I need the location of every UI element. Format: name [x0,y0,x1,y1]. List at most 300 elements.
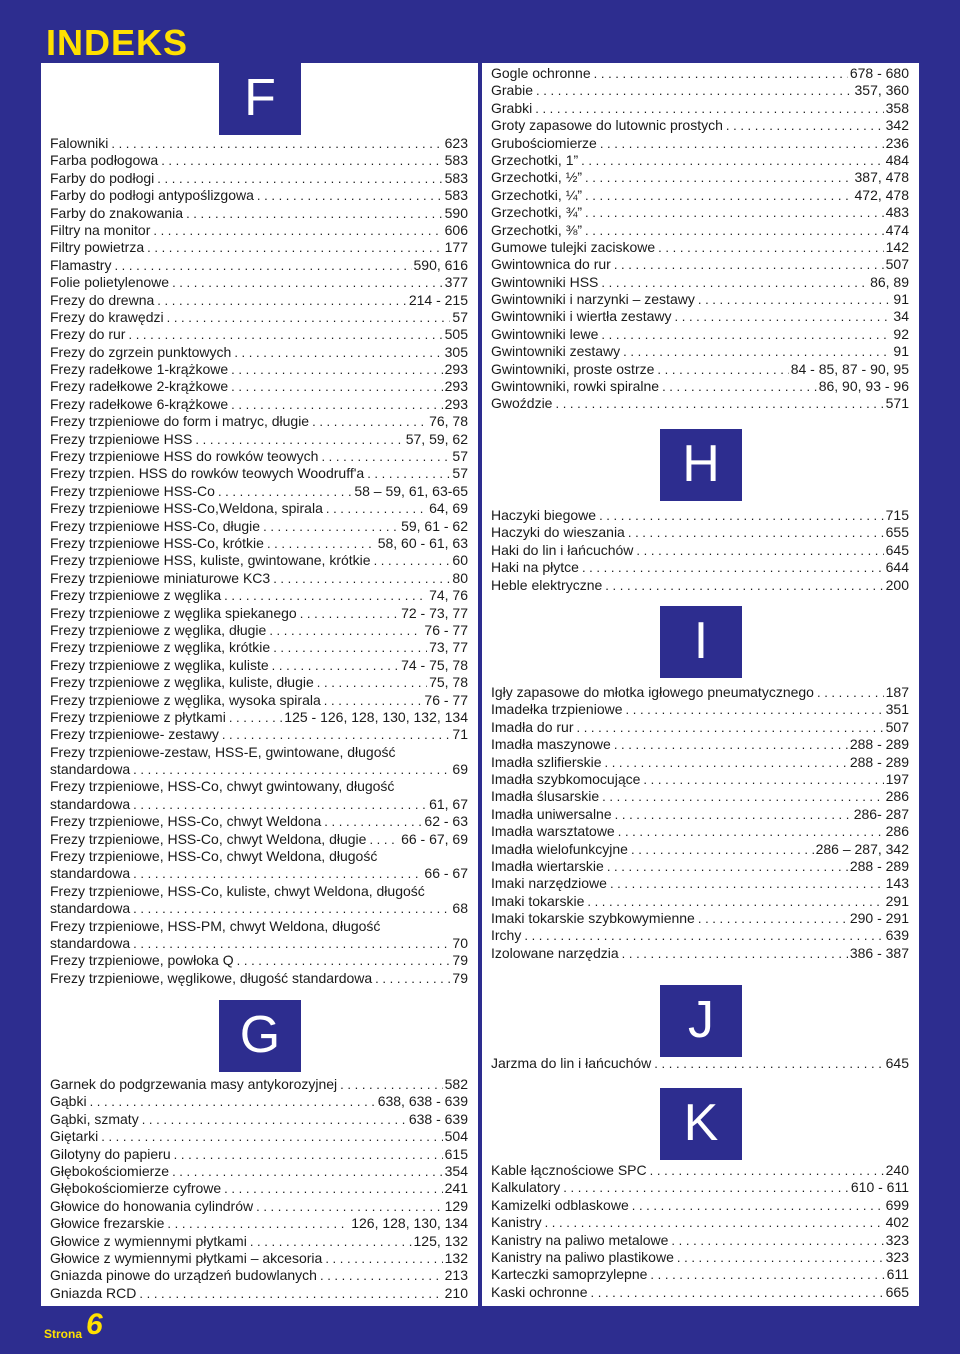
entry-name: Frezy radełkowe 6-krążkowe [50,395,229,412]
entry-name: Frezy trzpieniowe HSS-Co [50,482,215,499]
dot-leader [650,1266,884,1283]
dot-leader [610,875,884,892]
index-entry [41,413,478,430]
entry-name: Jarzma do lin i łańcuchów [491,1055,652,1071]
index-entry [41,378,478,395]
dot-leader [576,719,883,736]
dot-leader [133,900,450,917]
entry-pages: 129 [444,1197,468,1214]
index-entry [41,326,478,343]
entry-pages: 58 – 59, 61, 63-65 [354,482,468,499]
dot-leader [535,100,883,117]
entry-pages: 291 [885,892,909,909]
index-entry [41,605,478,622]
dot-leader [582,559,884,576]
entry-name: Falowniki [50,135,109,151]
index-entry [41,796,478,813]
index-entry [41,657,478,674]
dot-leader [101,1128,442,1145]
entry-name: Gogle ochronne [491,65,591,81]
entry-name: Groty zapasowe do lutownic prostych [491,117,723,134]
entry-name: Gwintownica do rur [491,256,611,273]
entry-pages: 293 [444,361,468,378]
footer-page-number: 6 [86,1308,103,1341]
entry-pages: 715 [885,507,909,523]
index-entry [41,761,478,778]
dot-leader [231,378,442,395]
entry-name: Frezy do rur [50,326,126,343]
index-entry [41,709,478,726]
dot-leader [375,970,450,987]
index-entry [41,900,478,917]
entry-name: Frezy trzpieniowe HSS-Co, długie [50,517,261,534]
dot-leader [374,552,451,569]
dot-leader [320,1267,443,1284]
index-entry [41,1250,478,1267]
dot-leader [133,796,427,813]
index-entry [482,524,919,541]
dot-leader [224,1180,442,1197]
entry-name: Imaki narzędziowe [491,875,607,892]
section-k-list [482,1162,919,1301]
index-entry [41,396,478,413]
entry-pages: 73, 77 [429,639,468,656]
entry-name: Imaki tokarskie szybkowymienne [491,910,695,927]
dot-leader [231,396,442,413]
index-entry [482,65,919,82]
entry-pages: 483 [885,204,909,221]
footer-page-label: Strona [44,1327,83,1341]
index-entry [482,152,919,169]
entry-pages: 84 - 85, 87 - 90, 95 [790,360,909,377]
entry-name: Grzechotki, ½” [491,169,583,186]
dot-leader [585,204,884,221]
entry-name: Frezy do drewna [50,291,155,308]
index-entry [41,726,478,743]
index-entry [482,117,919,134]
entry-pages: 678 - 680 [849,65,909,81]
index-entry [41,1128,478,1145]
section-i-list [482,684,919,962]
entry-name: Frezy trzpieniowe HSS-Co,Weldona, spirala [50,500,323,517]
entry-name: Irchy [491,927,522,944]
dot-leader [675,308,892,325]
entry-name: Farby do podłogi antypoślizgowa [50,187,254,204]
dot-leader [300,605,399,622]
entry-pages: 240 [885,1162,909,1178]
entry-pages: 583 [444,169,468,186]
entry-name: Imadła do rur [491,718,574,735]
entry-name: Frezy trzpien. HSS do rowków teowych Woodruff'a [50,465,365,482]
dot-leader [172,1163,443,1180]
entry-name: Grzechotki, ¾” [491,204,583,221]
entry-pages: 377 [444,274,468,291]
entry-name: Imadła szybkomocujące [491,770,641,787]
dot-leader [267,535,376,552]
index-entry [482,239,919,256]
index-entry [482,187,919,204]
index-entry [482,395,919,412]
index-entry [482,291,919,308]
index-entry [41,1163,478,1180]
dot-leader [594,65,848,82]
index-entry [41,1180,478,1197]
entry-name: Farba podłogowa [50,152,159,169]
index-entry [41,674,478,691]
index-entry [41,448,478,465]
entry-name: Kanistry [491,1214,542,1231]
index-entry [482,875,919,892]
entry-pages: 323 [885,1231,909,1248]
index-entry [41,292,478,309]
index-entry [41,344,478,361]
index-entry [482,222,919,239]
dot-leader [618,823,884,840]
entry-pages: 72 - 73, 77 [401,604,468,621]
dot-leader [614,256,884,273]
dot-leader [369,831,399,848]
index-entry [41,239,478,256]
index-entry [482,169,919,186]
dot-leader [622,945,848,962]
entry-pages: 623 [444,135,468,151]
index-entry [41,170,478,187]
entry-pages: 71 [452,726,468,743]
entry-pages: 638, 638 - 639 [377,1093,468,1110]
entry-pages: 665 [885,1283,909,1300]
dot-leader [591,1284,884,1301]
dot-leader [321,448,450,465]
dot-leader [601,326,891,343]
dot-leader [698,910,848,927]
entry-name: Filtry powietrza [50,239,145,256]
dot-leader [585,187,852,204]
entry-pages: 126, 128, 130, 134 [351,1215,468,1232]
dot-leader [599,507,884,524]
entry-name: Heble elektryczne [491,576,603,593]
entry-pages: 79 [452,969,468,986]
entry-name: Frezy trzpieniowe-zestaw, HSS-E, gwintowane, długość [50,743,396,760]
entry-name: Imadła ślusarskie [491,788,600,805]
index-entry [41,1215,478,1232]
entry-name: standardowa [50,934,131,951]
dot-leader [600,135,884,152]
entry-name: Kalkulatory [491,1179,561,1196]
dot-leader [186,205,443,222]
index-entry [482,577,919,594]
entry-pages: 57, 59, 62 [405,430,468,447]
entry-pages: 70 [452,934,468,951]
entry-name: Frezy radełkowe 2-krążkowe [50,378,229,395]
index-entry [482,559,919,576]
index-entry [482,1055,919,1072]
entry-name: Frezy trzpieniowe HSS, kuliste, gwintowane, krótkie [50,552,371,569]
index-entry [41,1111,478,1128]
entry-pages: 34 [893,308,909,325]
entry-name: Frezy trzpieniowe HSS [50,430,193,447]
entry-name: Gąbki [50,1093,87,1110]
dot-leader [628,524,884,541]
dot-leader [324,813,422,830]
entry-pages: 57 [452,448,468,465]
entry-pages: 351 [885,701,909,718]
index-entry [482,684,919,701]
entry-name: Głowice do honowania cylindrów [50,1197,254,1214]
entry-pages: 645 [885,541,909,558]
index-entry [482,841,919,858]
dot-leader [324,692,423,709]
index-entry [41,205,478,222]
dot-leader [643,771,883,788]
entry-pages: 91 [893,291,909,308]
index-entry [482,100,919,117]
entry-name: Frezy do zgrzein punktowych [50,343,232,360]
dot-leader [157,170,442,187]
dot-leader [585,169,852,186]
index-entry [482,945,919,962]
index-entry [482,788,919,805]
dot-leader [698,291,892,308]
index-entry [41,309,478,326]
entry-name: Haczyki do wieszania [491,524,625,541]
index-entry [41,465,478,482]
entry-pages: 323 [885,1248,909,1265]
entry-name: Farby do podłogi [50,169,155,186]
index-entry [41,848,478,865]
index-entry [482,1214,919,1231]
dot-leader [263,518,399,535]
dot-leader [623,343,891,360]
index-entry [482,378,919,395]
index-entry [41,431,478,448]
entry-name: Kaski ochronne [491,1283,588,1300]
entry-name: Gąbki, szmaty [50,1110,139,1127]
entry-name: Gumowe tulejki zaciskowe [491,238,656,255]
dot-leader [671,1232,883,1249]
index-entry [41,883,478,900]
index-entry [41,865,478,882]
entry-pages: 69 [452,761,468,778]
dot-leader [325,1250,442,1267]
entry-name: Frezy trzpieniowe do form i matryc, długie [50,413,310,430]
entry-name: Giętarki [50,1128,99,1145]
entry-pages: 66 - 67 [424,865,468,882]
entry-name: Imadła szlifierskie [491,753,602,770]
entry-pages: 290 - 291 [849,910,909,927]
index-entry [41,500,478,517]
entry-pages: 58, 60 - 61, 63 [377,534,468,551]
entry-pages: 386 - 387 [849,944,909,961]
index-entry [41,692,478,709]
entry-pages: 286 – 287, 342 [815,840,909,857]
dot-leader [222,726,451,743]
entry-name: Gwintowniki i narzynki – zestawy [491,291,695,308]
index-entry [482,754,919,771]
index-entry [482,256,919,273]
entry-pages: 645 [885,1055,909,1071]
entry-pages: 402 [885,1214,909,1231]
entry-pages: 288 - 289 [849,753,909,770]
entry-pages: 639 [885,927,909,944]
entry-pages: 590, 616 [413,256,468,273]
entry-name: Głowice z wymiennymi płytkami – akcesoria [50,1249,323,1266]
dot-leader [237,952,451,969]
entry-pages: 615 [444,1145,468,1162]
section-h-list [482,507,919,594]
index-entry [41,1076,478,1093]
section-letter-i: I [660,606,742,678]
entry-pages: 472, 478 [854,186,909,203]
entry-name: standardowa [50,795,131,812]
entry-name: standardowa [50,900,131,917]
entry-pages: 288 - 289 [849,736,909,753]
index-entry [41,970,478,987]
entry-pages: 293 [444,395,468,412]
entry-pages: 241 [444,1180,468,1197]
dot-leader [581,152,884,169]
entry-name: Imadła maszynowe [491,736,611,753]
entry-pages: 571 [885,395,909,412]
index-entry [41,952,478,969]
entry-name: Grzechotki, ¼” [491,186,583,203]
index-entry [41,639,478,656]
entry-name: Gwintowniki i wiertła zestawy [491,308,672,325]
dot-leader [605,577,883,594]
index-entry [41,622,478,639]
dot-leader [312,413,427,430]
section-letter-g: G [219,1000,301,1072]
entry-pages: 57 [452,465,468,482]
section-letter-h: H [660,429,742,501]
entry-pages: 86, 90, 93 - 96 [818,378,909,395]
entry-pages: 293 [444,378,468,395]
index-entry [41,813,478,830]
entry-name: Izolowane narzędzia [491,944,619,961]
section-letter-j: J [660,985,742,1057]
entry-name: Gwintowniki lewe [491,325,599,342]
dot-leader [615,806,852,823]
dot-leader [626,701,884,718]
dot-leader [167,1215,349,1232]
entry-pages: 357, 360 [854,82,909,99]
entry-name: Haczyki biegowe [491,507,597,523]
entry-name: Imadła wiertarskie [491,857,604,874]
dot-leader [142,1111,407,1128]
entry-pages: 79 [452,952,468,969]
index-entry [482,910,919,927]
dot-leader [147,239,443,256]
index-entry [41,135,478,152]
dot-leader [257,187,443,204]
entry-name: Haki do lin i łańcuchów [491,541,634,558]
index-entry [482,308,919,325]
dot-leader [111,135,442,152]
entry-name: Frezy trzpieniowe, HSS-Co, chwyt Weldona, długie [50,830,367,847]
index-entry [41,152,478,169]
entry-pages: 57 [452,308,468,325]
entry-name: Kamizelki odblaskowe [491,1196,629,1213]
index-entry [41,1233,478,1250]
section-j-list [482,1055,919,1072]
dot-leader [114,257,411,274]
entry-name: Frezy trzpieniowe z węglika, wysoka spirala [50,691,321,708]
entry-name: Gwintowniki zestawy [491,343,621,360]
entry-name: Gwoździe [491,395,553,412]
index-entry [482,507,919,524]
index-entry [41,831,478,848]
entry-name: Gilotyny do papieru [50,1145,171,1162]
entry-pages: 62 - 63 [424,813,468,830]
entry-name: Frezy trzpieniowe z węglika [50,587,222,604]
index-entry [41,257,478,274]
dot-leader [636,542,883,559]
entry-pages: 638 - 639 [408,1110,468,1127]
dot-leader [139,1285,442,1302]
entry-pages: 210 [444,1284,468,1301]
dot-leader [367,465,450,482]
dot-leader [153,222,442,239]
entry-pages: 699 [885,1196,909,1213]
entry-pages: 610 - 611 [850,1179,909,1196]
index-entry [482,736,919,753]
dot-leader [607,858,848,875]
entry-name: Frezy trzpieniowe, HSS-PM, chwyt Weldona, długość [50,917,381,934]
entry-pages: 76 - 77 [424,621,468,638]
entry-name: Imadełka trzpieniowe [491,701,623,718]
dot-leader [133,761,450,778]
entry-pages: 76 - 77 [424,691,468,708]
index-entry [482,135,919,152]
entry-pages: 61, 67 [429,795,468,812]
entry-name: Frezy trzpieniowe, HSS-Co, chwyt gwintowany, długość [50,778,395,795]
entry-name: standardowa [50,865,131,882]
entry-name: Głowice frezarskie [50,1215,165,1232]
entry-pages: 582 [444,1076,468,1092]
entry-pages: 74 - 75, 78 [401,656,468,673]
index-entry [41,778,478,795]
entry-name: Garnek do podgrzewania masy antykorozyjnej [50,1076,338,1092]
section-g-list [41,1076,478,1302]
entry-name: Imadła uniwersalne [491,805,612,822]
entry-name: Frezy do krawędzi [50,308,164,325]
index-entry [41,744,478,761]
dot-leader [657,361,788,378]
entry-pages: 68 [452,900,468,917]
index-entry [482,771,919,788]
index-entry [482,1232,919,1249]
dot-leader [273,639,427,656]
index-entry [482,1197,919,1214]
index-entry [482,927,919,944]
entry-pages: 504 [444,1128,468,1145]
dot-leader [631,841,814,858]
dot-leader [563,1179,849,1196]
index-entry [41,1198,478,1215]
dot-leader [650,1162,884,1179]
index-entry [41,274,478,291]
index-entry [482,1266,919,1283]
entry-pages: 92 [893,325,909,342]
entry-pages: 583 [444,187,468,204]
entry-name: Kanistry na paliwo plastikowe [491,1248,674,1265]
entry-pages: 143 [885,875,909,892]
entry-name: Frezy trzpieniowe, HSS-Co, chwyt Weldona, długość [50,848,378,865]
entry-pages: 474 [885,221,909,238]
index-entry [482,326,919,343]
index-entry [41,570,478,587]
entry-name: Gwintowniki, rowki spiralne [491,378,660,395]
index-entry [41,587,478,604]
